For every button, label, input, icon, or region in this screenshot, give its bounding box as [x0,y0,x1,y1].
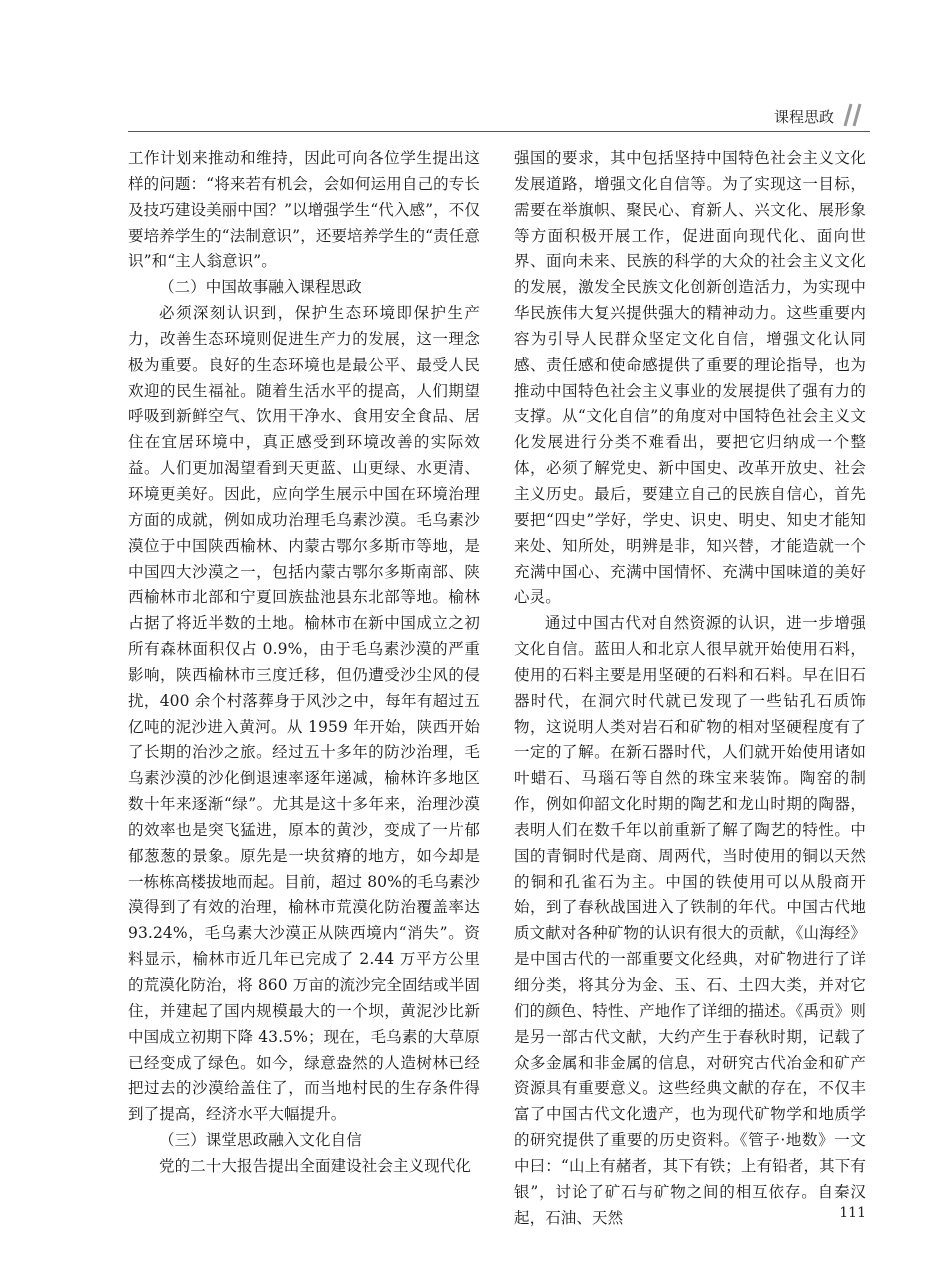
right-column [514,146,866,1231]
paragraph: 强国的要求，其中包括坚持中国特色社会主义文化发展道路，增强文化自信等。为了实现这一目标，需要在举旗帜、聚民心、育新人、兴文化、展形象等方面积极开展工作，促进面向现代化、面向世界、面向未来、民族的科学的大众的社会主义文化的发展，激发全民族文化创新创造活力，为实现中华民族伟大复兴提供强大的精神动力。这些重要内容为引导人民群众坚定文化自信，增强文化认同感、责任感和使命感提供了重要的理论指导，也为推动中国特色社会主义事业的发展提供了强有力的支撑。从“文化自信”的角度对中国特色社会主义文化发展进行分类不难看出，要把它归纳成一个整体，必须了解党史、新中国史、改革开放史、社会主义历史。最后，要建立自己的民族自信心，首先要把“四史”学好，学史、识史、明史、知史才能知来处、知所处，明辨是非，知兴替，才能造就一个充满中国心、充满中国情怀、充满中国味道的美好心灵。 [514,149,866,607]
paragraph: 党的二十大报告提出全面建设社会主义现代化 [159,1156,472,1175]
section-heading: （三）课堂思政融入文化自信 [159,1131,362,1150]
section-heading: （二）中国故事融入课程思政 [159,278,362,297]
left-column [128,146,480,1180]
paragraph: 必须深刻认识到，保护生态环境即保护生产力，改善生态环境则促进生产力的发展，这一理念极为重要。良好的生态环境也是最公平、最受人民欢迎的民生福祉。随着生活水平的提高，人们期望呼吸到新鲜空气、饮用干净水、食用安全食品、居住在宜居环境中，真正感受到环境改善的实际效益。人们更加渴望看到天更蓝、山更绿、水更清、环境更美好。因此，应向学生展示中国在环境治理方面的成就，例如成功治理毛乌素沙漠。毛乌素沙漠位于中国陕西榆林、内蒙古鄂尔多斯市等地，是中国四大沙漠之一，包括内蒙古鄂尔多斯南部、陕西榆林市北部和宁夏回族盐池县东北部等地。榆林占据了将近半数的土地。榆林市在新中国成立之初所有森林面积仅占 0.9%，由于毛乌素沙漠的严重影响，陕西榆林市三度迁移，但仍遭受沙尘风的侵扰，400 余个村落葬身于风沙之中，每年有超过五亿吨的泥沙进入黄河。从 1959 年开始，陕西开始了长期的治沙之旅。经过五十多年的防沙治理，毛乌素沙漠的沙化倒退速率逐年递减，榆林许多地区数十年来逐渐“绿”。尤其是这十多年来，治理沙漠的效率也是突飞猛进，原本的黄沙，变成了一片郁郁葱葱的景象。原先是一块贫瘠的地方，如今却是一栋栋高楼拔地而起。目前，超过 80%的毛乌素沙漠得到了有效的治理，榆林市荒漠化防治覆盖率达 93.24%，毛乌素大沙漠正从陕西境内“消失”。资料显示，榆林市近几年已完成了 2.44 万平方公里的荒漠化防治，将 860 万亩的流沙完全固结或半固住，并建起了国内规模最大的一个坝，黄泥沙比新中国成立初期下降 43.5%；现在，毛乌素的大草原已经变成了绿色。如今，绿意盎然的人造树林已经把过去的沙漠给盖住了，而当地村民的生存条件得到了提高，经济水平大幅提升。 [128,304,480,1124]
running-header [128,104,870,132]
header-section-title: 课程思政 [773,108,834,126]
paragraph: 工作计划来推动和维持，因此可向各位学生提出这样的问题：“将来若有机会，会如何运用自己的专长及技巧建设美丽中国？”以增强学生“代入感”，不仅要培养学生的“法制意识”，还要培养学生的“责任意识”和“主人翁意识”。 [128,149,480,271]
double-slash-icon [842,102,864,128]
paragraph: 通过中国古代对自然资源的认识，进一步增强文化自信。蓝田人和北京人很早就开始使用石料，使用的石料主要是用坚硬的石料和石料。早在旧石器时代，在洞穴时代就已发现了一些钻孔石质饰物，这说明人类对岩石和矿物的相对坚硬程度有了一定的了解。在新石器时代，人们就开始使用诸如叶蜡石、马瑙石等自然的珠宝来装饰。陶窑的制作，例如仰韶文化时期的陶艺和龙山时期的陶器，表明人们在数千年以前重新了解了陶艺的特性。中国的青铜时代是商、周两代，当时使用的铜以天然的铜和孔雀石为主。中国的铁使用可以从殷商开始，到了春秋战国进入了铁制的年代。中国古代地质文献对各种矿物的认识有很大的贡献，《山海经》是中国古代的一部重要文化经典，对矿物进行了详细分类，将其分为金、玉、石、土四大类，并对它们的颜色、特性、产地作了详细的描述。《禹贡》则是另一部古代文献，大约产生于春秋时期，记载了众多金属和非金属的信息，对研究古代冶金和矿产资源具有重要意义。这些经典文献的存在，不仅丰富了中国古代文化遗产，也为现代矿物学和地质学的研究提供了重要的历史资料。《管子·地数》一文中曰：“山上有赭者，其下有铁；上有铅者，其下有银”，讨论了矿石与矿物之间的相互依存。自秦汉起，石油、天然 [514,614,866,1227]
header-rule [128,131,870,132]
page-number: 111 [839,1205,866,1221]
